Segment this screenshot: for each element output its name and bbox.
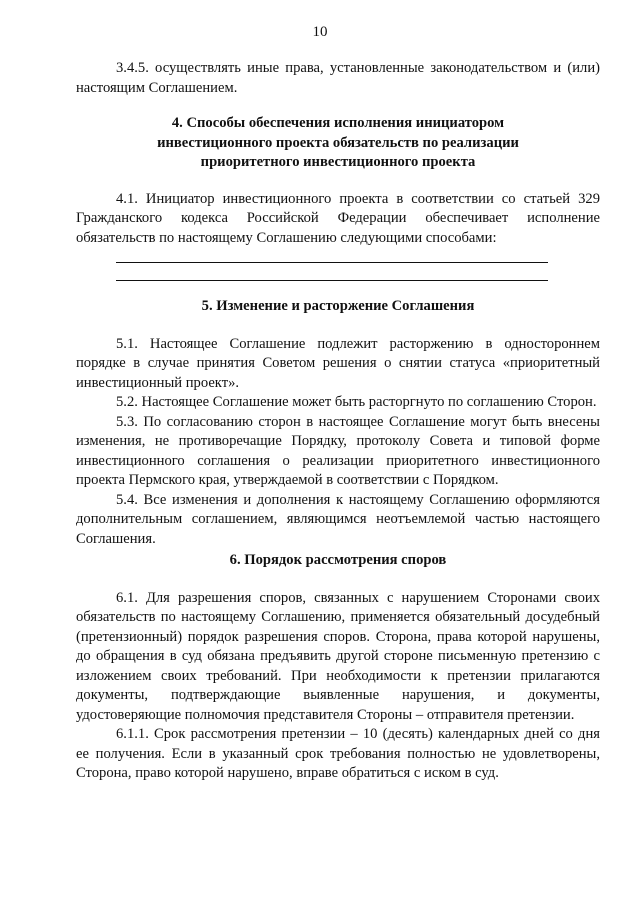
clause-6-1: 6.1. Для разрешения споров, связанных с нарушением Сторонами своих обязательств по настоящему Соглашению, применяется обязательный досудебный (претензионный) порядок разрешения споров. Сторона, права которой нарушены, до обращения в суд обязана предъявить другой стороне письменную претензию с изложением своих требований. При необходимости к претензии прилагаются документы, подтверждающие выявленные нарушения, и документы, удостоверяющие полномочия представителя Стороны – отправителя претензии. <box>76 589 600 723</box>
clause-4-1: 4.1. Инициатор инвестиционного проекта в соответствии со статьей 329 Гражданского кодекса Российской Федерации обеспечивает исполнение обязательств по настоящему Соглашению следующими способами: <box>76 190 600 246</box>
fill-in-line-1 <box>116 262 548 263</box>
clause-5-1: 5.1. Настоящее Соглашение подлежит расторжению в одностороннем порядке в случае принятия Советом решения о снятии статуса «приоритетный инвестиционный проект». <box>76 335 600 391</box>
clause-6-1-1: 6.1.1. Срок рассмотрения претензии – 10 (десять) календарных дней со дня ее получения. Если в указанный срок требования полностью не удовлетворены, Сторона, право которой нарушено, вправе обратиться с иском в суд. <box>76 726 600 781</box>
section-6-heading: 6. Порядок рассмотрения споров <box>229 552 447 568</box>
clause-5-4: 5.4. Все изменения и дополнения к настоящему Соглашению оформляются дополнительным соглашением, являющимся неотъемлемой частью настоящего Соглашения. <box>76 491 600 547</box>
section-4-heading-line-3: приоритетного инвестиционного проекта <box>200 154 476 170</box>
section-4-heading-line-2: инвестиционного проекта обязательств по реализации <box>157 134 519 151</box>
clause-5-2: 5.2. Настоящее Соглашение может быть расторгнуто по соглашению Сторон. <box>116 394 597 410</box>
clause-5-3: 5.3. По согласованию сторон в настоящее Соглашение могут быть внесены изменения, не противоречащие Порядку, протоколу Совета и типовой форме инвестиционного соглашения о реализации приоритетного инвестиционного проекта Пермского края, утверждаемой в соответствии с Порядком. <box>76 413 600 488</box>
page-content <box>76 59 600 784</box>
fill-in-line-2 <box>116 280 548 281</box>
section-4-heading-line-1: 4. Способы обеспечения исполнения инициатором <box>171 115 505 131</box>
page-number: 10 <box>312 24 328 40</box>
clause-3-4-5: 3.4.5. осуществлять иные права, установленные законодательством и (или) настоящим Соглашением. <box>76 60 600 96</box>
section-5-heading: 5. Изменение и расторжение Соглашения <box>201 298 475 314</box>
section-4-heading <box>76 114 600 173</box>
